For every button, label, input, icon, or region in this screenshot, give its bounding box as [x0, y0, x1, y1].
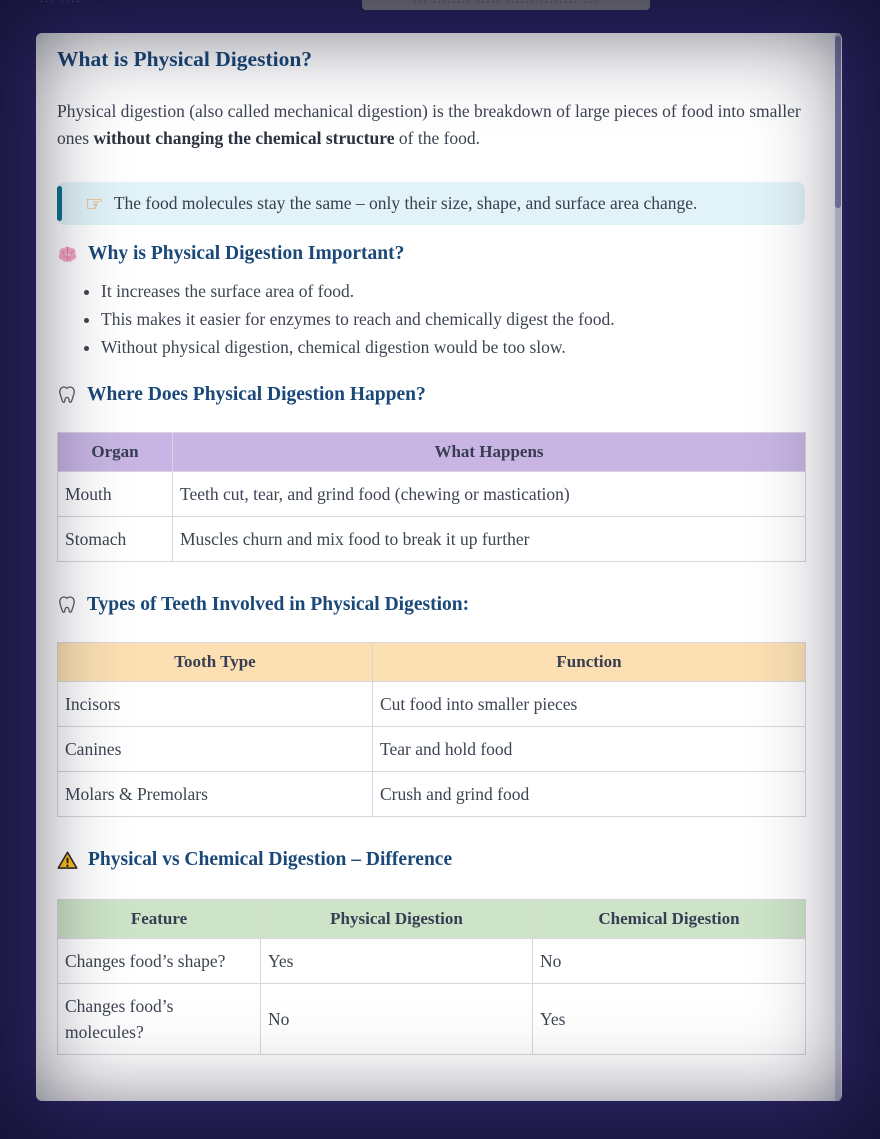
table-cell: Incisors	[58, 682, 373, 727]
table-header-cell: Chemical Digestion	[533, 900, 806, 939]
tooth-icon	[57, 595, 77, 615]
list-item: • It increases the surface area of food.	[101, 281, 805, 302]
table-cell: Changes food’s molecules?	[58, 984, 261, 1055]
section-heading-text: Physical vs Chemical Digestion – Difference	[88, 849, 453, 870]
section-heading-text: Where Does Physical Digestion Happen?	[87, 384, 426, 405]
list-item: • This makes it easier for enzymes to reach and chemically digest the food.	[101, 309, 805, 330]
table-cell: Tear and hold food	[373, 727, 806, 772]
table-cell: No	[533, 939, 806, 984]
table-row	[58, 727, 806, 772]
section-heading-where	[57, 384, 805, 406]
table-cell: Stomach	[58, 517, 173, 562]
organ-table	[57, 432, 806, 562]
table-row	[58, 682, 806, 727]
table-header-row	[58, 900, 806, 939]
table-row	[58, 984, 806, 1055]
table-row	[58, 517, 806, 562]
warning-icon	[57, 850, 78, 871]
pointing-finger-icon: ☞	[85, 191, 104, 216]
notes-card	[36, 33, 842, 1101]
table-cell: No	[261, 984, 533, 1055]
clipped-text-fragment: ··· ····	[40, 0, 82, 8]
table-cell: Yes	[261, 939, 533, 984]
scrollbar-thumb[interactable]	[835, 36, 841, 208]
section-heading-importance	[57, 243, 805, 265]
table-header-cell: Tooth Type	[58, 643, 373, 682]
section-heading-difference	[57, 849, 805, 871]
list-item: • Without physical digestion, chemical digestion would be too slow.	[101, 337, 805, 358]
section-heading-teeth-types	[57, 594, 805, 616]
table-row	[58, 472, 806, 517]
intro-text-bold: without changing the chemical structure	[93, 128, 395, 148]
section-heading-text: Types of Teeth Involved in Physical Digestion:	[87, 594, 470, 615]
brain-icon	[57, 244, 78, 265]
table-header-cell: Feature	[58, 900, 261, 939]
table-header-cell: Physical Digestion	[261, 900, 533, 939]
teeth-table	[57, 642, 806, 817]
table-header-row	[58, 643, 806, 682]
tooth-icon	[57, 385, 77, 405]
table-header-cell: Function	[373, 643, 806, 682]
table-header-cell: What Happens	[173, 433, 806, 472]
table-cell: Canines	[58, 727, 373, 772]
table-row	[58, 939, 806, 984]
intro-text-post: of the food.	[394, 128, 481, 148]
key-point-callout	[57, 182, 805, 225]
table-cell: Yes	[533, 984, 806, 1055]
table-row	[58, 772, 806, 817]
callout-accent-bar	[57, 186, 62, 221]
table-cell: Cut food into smaller pieces	[373, 682, 806, 727]
table-cell: Teeth cut, tear, and grind food (chewing or mastication)	[173, 472, 806, 517]
table-header-cell: Organ	[58, 433, 173, 472]
table-cell: Muscles churn and mix food to break it up further	[173, 517, 806, 562]
intro-text-pre: Physical digestion (also called mechanical digestion) is the breakdown of large pieces of food into smaller ones	[57, 101, 801, 148]
difference-table	[57, 899, 806, 1055]
section-heading-text: Why is Physical Digestion Important?	[88, 243, 405, 264]
table-cell: Mouth	[58, 472, 173, 517]
intro-paragraph	[57, 98, 805, 152]
table-cell: Changes food’s shape?	[58, 939, 261, 984]
callout-text: The food molecules stay the same – only their size, shape, and surface area change.	[113, 193, 698, 213]
table-cell: Crush and grind food	[373, 772, 806, 817]
clipped-highlight-fragment: ··· ········ ····· ······ ········ ···	[362, 0, 650, 10]
scrollbar-track[interactable]	[835, 33, 841, 1101]
table-cell: Molars & Premolars	[58, 772, 373, 817]
importance-list	[57, 281, 805, 358]
table-header-row	[58, 433, 806, 472]
page-title: What is Physical Digestion?	[57, 47, 313, 71]
